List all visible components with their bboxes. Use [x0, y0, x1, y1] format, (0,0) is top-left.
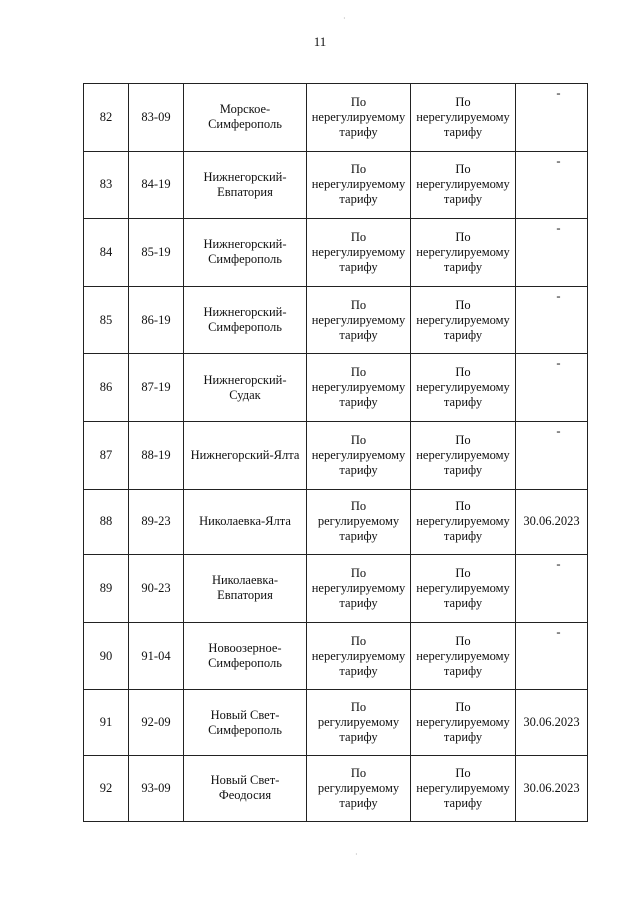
- route-name-cell: Нижнегорский- Судак: [184, 354, 307, 422]
- table-row: [84, 755, 588, 821]
- date-cell: -: [516, 555, 588, 623]
- routes-table-body: [84, 84, 588, 822]
- route-number-cell: 91-04: [129, 622, 184, 690]
- tariff-cell: По нерегулируемому тарифу: [307, 555, 411, 623]
- tariff-cell: По нерегулируемому тарифу: [307, 151, 411, 219]
- tariff-cell: По нерегулируемому тарифу: [411, 219, 516, 287]
- date-cell: 30.06.2023: [516, 489, 588, 555]
- tariff-cell: По нерегулируемому тарифу: [307, 286, 411, 354]
- tariff-cell: По нерегулируемому тарифу: [411, 421, 516, 489]
- row-number-cell: 83: [84, 151, 129, 219]
- date-cell: -: [516, 622, 588, 690]
- route-name-cell: Нижнегорский- Симферополь: [184, 286, 307, 354]
- table-row: [84, 354, 588, 422]
- table-row: [84, 84, 588, 152]
- route-number-cell: 87-19: [129, 354, 184, 422]
- table-row: [84, 489, 588, 555]
- row-number-cell: 91: [84, 690, 129, 756]
- table-row: [84, 421, 588, 489]
- table-row: [84, 555, 588, 623]
- route-number-cell: 85-19: [129, 219, 184, 287]
- route-number-cell: 83-09: [129, 84, 184, 152]
- row-number-cell: 87: [84, 421, 129, 489]
- date-cell: -: [516, 286, 588, 354]
- tariff-cell: По нерегулируемому тарифу: [411, 286, 516, 354]
- date-cell: -: [516, 151, 588, 219]
- row-number-cell: 84: [84, 219, 129, 287]
- date-cell: -: [516, 219, 588, 287]
- route-number-cell: 86-19: [129, 286, 184, 354]
- row-number-cell: 82: [84, 84, 129, 152]
- tariff-cell: По регулируемому тарифу: [307, 489, 411, 555]
- routes-table: [83, 83, 588, 822]
- page-number: 11: [313, 34, 327, 49]
- row-number-cell: 86: [84, 354, 129, 422]
- route-name-cell: Николаевка-Ялта: [184, 489, 307, 555]
- tariff-cell: По регулируемому тарифу: [307, 755, 411, 821]
- date-cell: 30.06.2023: [516, 755, 588, 821]
- route-number-cell: 84-19: [129, 151, 184, 219]
- tariff-cell: По нерегулируемому тарифу: [307, 421, 411, 489]
- tariff-cell: По нерегулируемому тарифу: [411, 555, 516, 623]
- route-name-cell: Морское- Симферополь: [184, 84, 307, 152]
- route-number-cell: 88-19: [129, 421, 184, 489]
- route-name-cell: Николаевка- Евпатория: [184, 555, 307, 623]
- row-number-cell: 89: [84, 555, 129, 623]
- route-number-cell: 89-23: [129, 489, 184, 555]
- tariff-cell: По нерегулируемому тарифу: [411, 690, 516, 756]
- tariff-cell: По нерегулируемому тарифу: [411, 151, 516, 219]
- tariff-cell: По нерегулируемому тарифу: [411, 622, 516, 690]
- table-row: [84, 151, 588, 219]
- tariff-cell: По нерегулируемому тарифу: [307, 622, 411, 690]
- route-name-cell: Новоозерное- Симферополь: [184, 622, 307, 690]
- route-number-cell: 93-09: [129, 755, 184, 821]
- scan-speck: ·: [343, 14, 346, 23]
- tariff-cell: По нерегулируемому тарифу: [411, 755, 516, 821]
- table-row: [84, 286, 588, 354]
- tariff-cell: По нерегулируемому тарифу: [307, 84, 411, 152]
- tariff-cell: По нерегулируемому тарифу: [307, 219, 411, 287]
- table-row: [84, 622, 588, 690]
- date-cell: -: [516, 84, 588, 152]
- row-number-cell: 88: [84, 489, 129, 555]
- tariff-cell: По нерегулируемому тарифу: [411, 354, 516, 422]
- route-number-cell: 92-09: [129, 690, 184, 756]
- row-number-cell: 90: [84, 622, 129, 690]
- row-number-cell: 92: [84, 755, 129, 821]
- route-name-cell: Нижнегорский-Ялта: [184, 421, 307, 489]
- route-number-cell: 90-23: [129, 555, 184, 623]
- route-name-cell: Нижнегорский- Евпатория: [184, 151, 307, 219]
- row-number-cell: 85: [84, 286, 129, 354]
- date-cell: -: [516, 421, 588, 489]
- table-row: [84, 690, 588, 756]
- route-name-cell: Новый Свет- Симферополь: [184, 690, 307, 756]
- route-name-cell: Новый Свет- Феодосия: [184, 755, 307, 821]
- date-cell: -: [516, 354, 588, 422]
- tariff-cell: По нерегулируемому тарифу: [411, 84, 516, 152]
- date-cell: 30.06.2023: [516, 690, 588, 756]
- scan-speck: ·: [355, 850, 358, 859]
- route-name-cell: Нижнегорский- Симферополь: [184, 219, 307, 287]
- tariff-cell: По регулируемому тарифу: [307, 690, 411, 756]
- tariff-cell: По нерегулируемому тарифу: [307, 354, 411, 422]
- tariff-cell: По нерегулируемому тарифу: [411, 489, 516, 555]
- table-row: [84, 219, 588, 287]
